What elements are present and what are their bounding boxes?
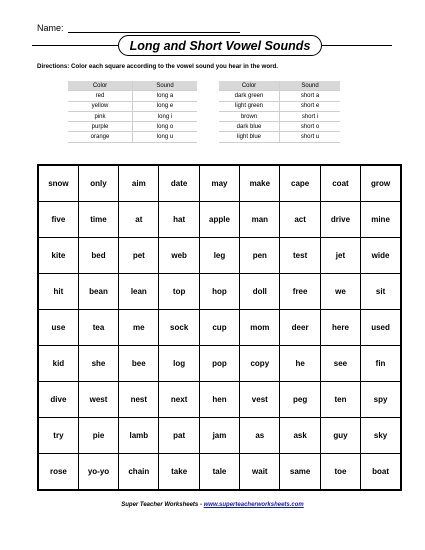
grid-row — [38, 202, 401, 238]
key-color: dark green — [219, 91, 280, 101]
word-square[interactable]: pie — [78, 418, 118, 454]
word-square[interactable]: next — [159, 382, 199, 418]
word-square[interactable]: pop — [199, 346, 239, 382]
word-square[interactable]: doll — [240, 274, 280, 310]
word-square[interactable]: yo-yo — [78, 454, 118, 491]
word-square[interactable]: boat — [361, 454, 401, 491]
word-square[interactable]: try — [38, 418, 78, 454]
key-sound: long a — [133, 91, 198, 101]
word-square[interactable]: use — [38, 310, 78, 346]
word-grid — [37, 164, 402, 491]
word-square[interactable]: aim — [119, 165, 159, 202]
word-square[interactable]: pet — [119, 238, 159, 274]
title-rule-left — [32, 45, 118, 46]
word-square[interactable]: spy — [361, 382, 401, 418]
word-square[interactable]: nest — [119, 382, 159, 418]
word-square[interactable]: date — [159, 165, 199, 202]
word-square[interactable]: test — [280, 238, 320, 274]
word-square[interactable]: vest — [240, 382, 280, 418]
grid-row — [38, 418, 401, 454]
word-square[interactable]: tea — [78, 310, 118, 346]
word-square[interactable]: ten — [320, 382, 360, 418]
word-square[interactable]: me — [119, 310, 159, 346]
word-square[interactable]: top — [159, 274, 199, 310]
key-header-color: Color — [219, 81, 280, 91]
key-sound: long i — [133, 111, 198, 121]
key-color: orange — [68, 132, 133, 142]
key-color: light blue — [219, 132, 280, 142]
word-square[interactable]: hat — [159, 202, 199, 238]
key-sound: long u — [133, 132, 198, 142]
word-square[interactable]: at — [119, 202, 159, 238]
key-color: purple — [68, 122, 133, 132]
key-row — [68, 122, 197, 132]
word-square[interactable]: pen — [240, 238, 280, 274]
key-row — [219, 101, 340, 111]
color-key-short — [219, 81, 340, 143]
key-color: brown — [219, 111, 280, 121]
footer-separator: - — [199, 502, 202, 508]
name-line[interactable] — [68, 23, 240, 33]
word-square[interactable]: time — [78, 202, 118, 238]
grid-row — [38, 382, 401, 418]
word-square[interactable]: snow — [38, 165, 78, 202]
key-color: dark blue — [219, 122, 280, 132]
key-sound: long o — [133, 122, 198, 132]
title-text: Long and Short Vowel Sounds — [129, 38, 311, 53]
word-square[interactable]: he — [280, 346, 320, 382]
word-square[interactable]: wait — [240, 454, 280, 491]
word-square[interactable]: lean — [119, 274, 159, 310]
word-square[interactable]: peg — [280, 382, 320, 418]
word-square[interactable]: copy — [240, 346, 280, 382]
key-row — [219, 91, 340, 101]
word-square[interactable]: web — [159, 238, 199, 274]
word-square[interactable]: coat — [320, 165, 360, 202]
key-sound: short a — [280, 91, 341, 101]
directions: Directions: Color each square according to the vowel sound you hear in the word. — [37, 63, 279, 70]
word-square[interactable]: apple — [199, 202, 239, 238]
grid-row — [38, 165, 401, 202]
word-square[interactable]: see — [320, 346, 360, 382]
word-square[interactable]: ask — [280, 418, 320, 454]
word-square[interactable]: we — [320, 274, 360, 310]
footer-url-link[interactable]: www.superteacherworksheets.com — [203, 502, 304, 508]
footer-brand: Super Teacher Worksheets — [121, 502, 199, 508]
word-square[interactable]: toe — [320, 454, 360, 491]
key-sound: long e — [133, 101, 198, 111]
word-square[interactable]: deer — [280, 310, 320, 346]
name-field-row — [37, 23, 240, 33]
footer — [0, 502, 425, 508]
word-square[interactable]: used — [361, 310, 401, 346]
word-square[interactable]: dive — [38, 382, 78, 418]
word-square[interactable]: log — [159, 346, 199, 382]
key-color: pink — [68, 111, 133, 121]
word-square[interactable]: five — [38, 202, 78, 238]
word-square[interactable]: grow — [361, 165, 401, 202]
word-square[interactable]: kite — [38, 238, 78, 274]
word-square[interactable]: kid — [38, 346, 78, 382]
word-square[interactable]: cape — [280, 165, 320, 202]
word-square[interactable]: leg — [199, 238, 239, 274]
key-color: red — [68, 91, 133, 101]
word-square[interactable]: jam — [199, 418, 239, 454]
word-square[interactable]: west — [78, 382, 118, 418]
key-row — [68, 111, 197, 121]
word-square[interactable]: sky — [361, 418, 401, 454]
key-row — [219, 111, 340, 121]
word-square[interactable]: sock — [159, 310, 199, 346]
key-row — [219, 132, 340, 142]
word-square[interactable]: bed — [78, 238, 118, 274]
key-sound: short u — [280, 132, 341, 142]
word-square[interactable]: wide — [361, 238, 401, 274]
word-square[interactable]: hop — [199, 274, 239, 310]
word-square[interactable]: mine — [361, 202, 401, 238]
key-header-sound: Sound — [280, 81, 341, 91]
key-row — [68, 101, 197, 111]
grid-row — [38, 238, 401, 274]
key-sound: short i — [280, 111, 341, 121]
color-key-long — [68, 81, 197, 143]
word-square[interactable]: drive — [320, 202, 360, 238]
word-square[interactable]: as — [240, 418, 280, 454]
word-square[interactable]: rose — [38, 454, 78, 491]
word-square[interactable]: make — [240, 165, 280, 202]
word-square[interactable]: mom — [240, 310, 280, 346]
grid-row — [38, 454, 401, 491]
word-square[interactable]: act — [280, 202, 320, 238]
worksheet-title — [118, 35, 322, 56]
word-square[interactable]: tale — [199, 454, 239, 491]
key-color: yellow — [68, 101, 133, 111]
key-header-sound: Sound — [133, 81, 198, 91]
word-square[interactable]: hit — [38, 274, 78, 310]
word-square[interactable]: sit — [361, 274, 401, 310]
key-sound: short o — [280, 122, 341, 132]
word-square[interactable]: man — [240, 202, 280, 238]
word-square[interactable]: pat — [159, 418, 199, 454]
title-rule-right — [322, 45, 392, 46]
word-square[interactable]: free — [280, 274, 320, 310]
word-square[interactable]: here — [320, 310, 360, 346]
word-square[interactable]: jet — [320, 238, 360, 274]
word-square[interactable]: guy — [320, 418, 360, 454]
word-square[interactable]: same — [280, 454, 320, 491]
key-row — [219, 122, 340, 132]
grid-row — [38, 346, 401, 382]
word-square[interactable]: only — [78, 165, 118, 202]
word-square[interactable]: fin — [361, 346, 401, 382]
grid-row — [38, 310, 401, 346]
word-square[interactable]: she — [78, 346, 118, 382]
word-square[interactable]: bean — [78, 274, 118, 310]
word-square[interactable]: bee — [119, 346, 159, 382]
key-row — [68, 91, 197, 101]
key-color: light green — [219, 101, 280, 111]
key-sound: short e — [280, 101, 341, 111]
name-label: Name: — [37, 23, 64, 33]
word-square[interactable]: take — [159, 454, 199, 491]
key-row — [68, 132, 197, 142]
word-square[interactable]: lamb — [119, 418, 159, 454]
word-square[interactable]: may — [199, 165, 239, 202]
key-header-color: Color — [68, 81, 133, 91]
grid-row — [38, 274, 401, 310]
word-square[interactable]: chain — [119, 454, 159, 491]
word-square[interactable]: hen — [199, 382, 239, 418]
word-square[interactable]: cup — [199, 310, 239, 346]
